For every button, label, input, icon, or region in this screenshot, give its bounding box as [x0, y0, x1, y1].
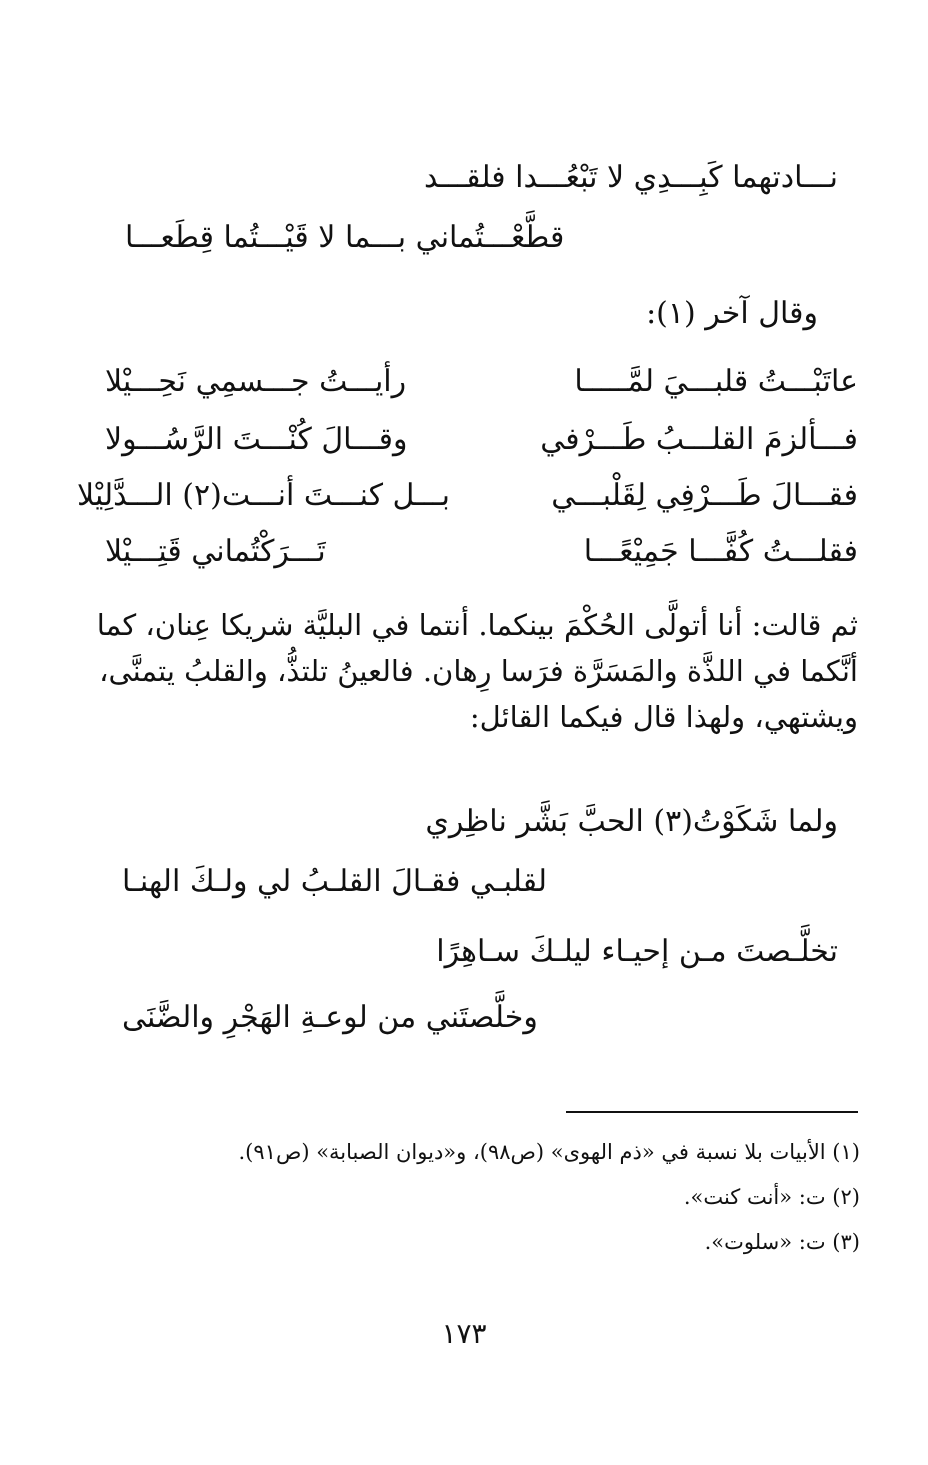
poem3-line4: وخلَّصتَني من لوعـةِ الهَجْرِ والضَّنَى: [122, 1000, 538, 1035]
poem2-verse4-hemistich-right: فقلـــتُ كُفَّـــا جَمِيْعًـــا: [583, 534, 858, 569]
poem2-verse1-hemistich-left: رأيـــتُ جـــسمِي نَحِـــيْلا: [105, 364, 407, 399]
poem3-line3: تخلَّـصتَ مـن إحيـاء ليلـكَ سـاهِرًا: [436, 934, 838, 969]
poem2-verse3-hemistich-left: بـــل كنـــتَ أنـــت(٢) الـــدَّلِيْلا: [77, 478, 450, 513]
poem3-line1: ولما شَكَوْتُ(٣) الحبَّ بَشَّر ناظِري: [425, 804, 838, 839]
page-number: ١٧٣: [441, 1317, 487, 1350]
poem3-line2: لقلبـي فقـالَ القلـبُ لي ولـكَ الهنـا: [122, 864, 547, 899]
poem2-verse2-hemistich-right: فـــألزمَ القلـــبُ طَـــرْفي: [540, 422, 858, 457]
poem2-intro: وقال آخر (١):: [646, 296, 818, 331]
poem2-verse4-hemistich-left: تَـــرَكْتُماني قَتِـــيْلا: [105, 534, 326, 569]
prose-paragraph: [68, 602, 858, 740]
prose-line-3: ويشتهي، ولهذا قال فيكما القائل:: [469, 700, 858, 734]
prose-line-1: ثم قالت: أنا أتولَّى الحُكْمَ بينكما. أنتما في البليَّة شريكا عِنان، كما: [96, 608, 858, 642]
poem2-verse3-hemistich-right: فقـــالَ طَـــرْفِي لِقَلْبـــي: [551, 478, 858, 513]
poem2-verse1-hemistich-right: عاتَبْـــتُ قلبـــيَ لمَّـــــا: [574, 364, 858, 399]
footnote-3: (٣) ت: «سلوت».: [704, 1230, 860, 1254]
footnote-divider: [566, 1111, 858, 1113]
poem1-line1: نـــادتهما كَبِـــدِي لا تَبْعُـــدا فلقـــد: [424, 160, 838, 195]
footnote-2: (٢) ت: «أنت كنت».: [683, 1185, 860, 1209]
prose-line-2: أنَّكما في اللذَّة والمَسَرَّة فرَسا رِهان. فالعينُ تلتذُّ، والقلبُ يتمنَّى،: [99, 654, 858, 688]
poem2-verse2-hemistich-left: وقـــالَ كُنْـــتَ الرَّسُـــولا: [105, 422, 408, 457]
footnote-1: (١) الأبيات بلا نسبة في «ذم الهوى» (ص٩٨)، و«ديوان الصبابة» (ص٩١).: [238, 1140, 860, 1164]
poem1-line2: قطَّعْـــتُماني بـــما لا قَيْـــتُما قِطَعـــا: [125, 220, 565, 255]
